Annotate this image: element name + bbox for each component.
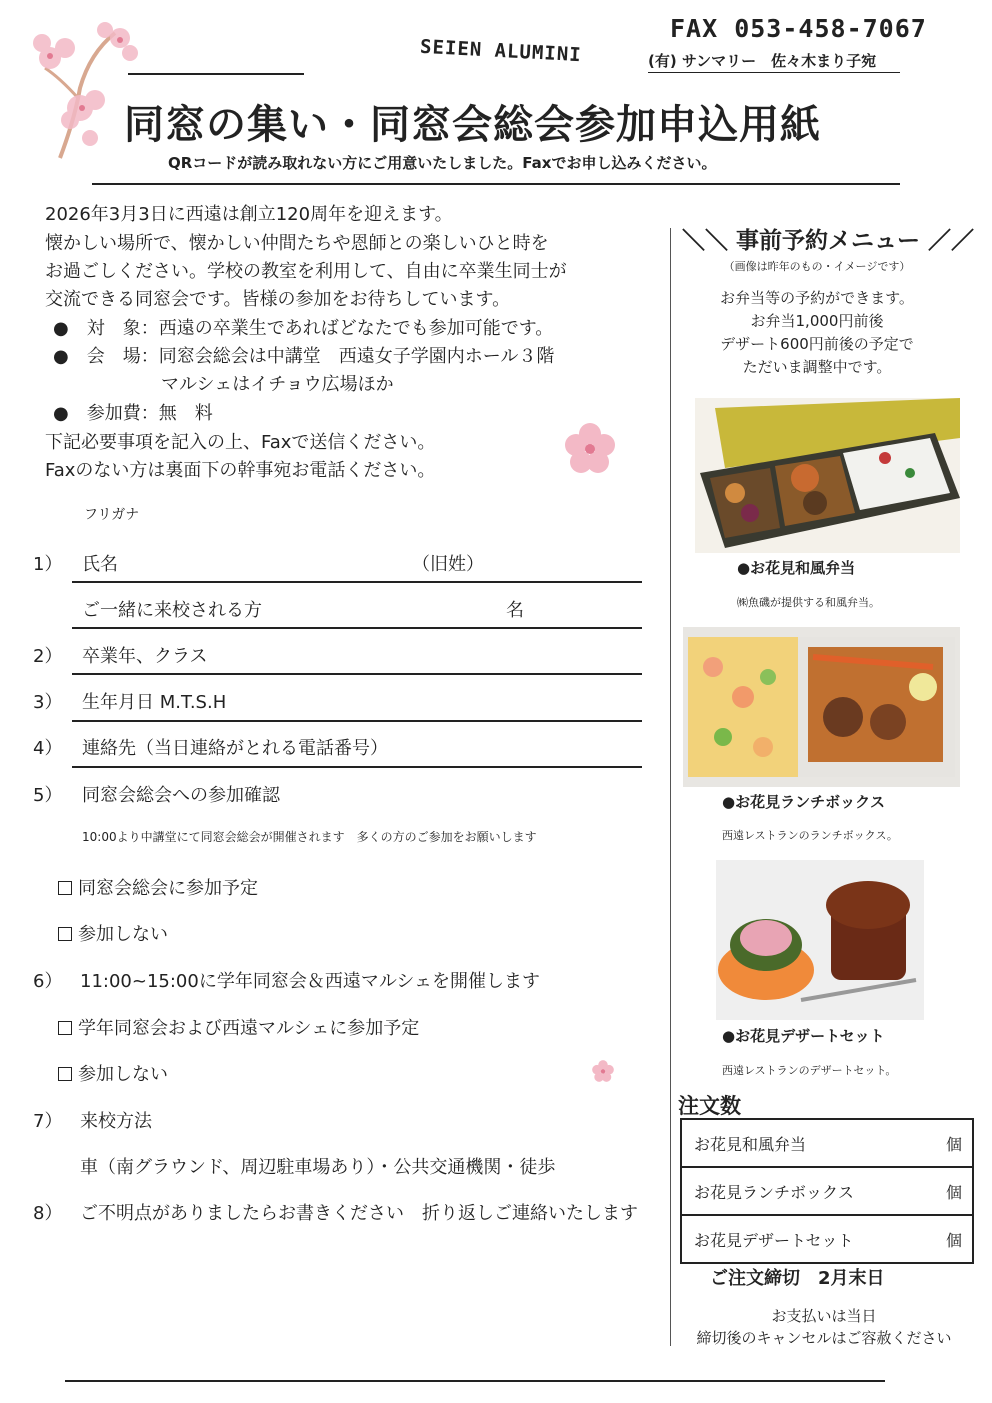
- q4-label: 連絡先（当日連絡がとれる電話番号）: [82, 738, 388, 759]
- q2-number: 2）: [33, 646, 63, 667]
- name-field[interactable]: [72, 581, 642, 583]
- order-deadline: ご注文締切 2月末日: [710, 1268, 885, 1289]
- bullet-target: ● 対 象：西遠の卒業生であればどなたでも参加可能です。: [53, 318, 554, 339]
- q8-label: ご不明点がありましたらお書きください 折り返しご連絡いたします: [80, 1203, 638, 1224]
- order-table: [680, 1118, 974, 1264]
- payment-line: 締切後のキャンセルはご容赦ください: [696, 1329, 952, 1347]
- companion-label: ご一緒に来校される方: [82, 600, 262, 621]
- q1-maiden-label: （旧姓）: [412, 554, 484, 575]
- instruction-line: Faxのない方は裏面下の幹事宛お電話ください。: [45, 460, 436, 481]
- menu-item-name: ●お花見デザートセット: [722, 1027, 885, 1045]
- menu-item-desc: 西遠レストランのランチボックス。: [722, 829, 898, 842]
- order-item-label: お花見ランチボックス: [694, 1182, 854, 1202]
- payment-note: [676, 1305, 972, 1349]
- intro-line: 2026年3月3日に西遠は創立120周年を迎えます。: [45, 204, 453, 225]
- menu-title: ＼＼ 事前予約メニュー ／／: [682, 228, 975, 254]
- q6-label: 11:00~15:00に学年同窓会＆西遠マルシェを開催します: [80, 971, 541, 992]
- order-title: 注文数: [678, 1094, 741, 1118]
- companion-field[interactable]: [72, 627, 642, 629]
- q5-label: 同窓会総会への参加確認: [82, 785, 280, 806]
- q5-option-decline[interactable]: [58, 920, 168, 946]
- order-unit: 個: [945, 1182, 962, 1202]
- q5-option-attend[interactable]: [58, 874, 258, 900]
- menu-item-desc: 西遠レストランのデザートセット。: [722, 1064, 897, 1077]
- intro-line: 懐かしい場所で、懐かしい仲間たちや恩師との楽しいひと時を: [45, 233, 549, 254]
- menu-description: [682, 287, 952, 379]
- q2-label: 卒業年、クラス: [82, 646, 208, 667]
- cherry-blossom-icon-small: [590, 1058, 616, 1084]
- menu-desc-line: お弁当1,000円前後: [750, 312, 884, 330]
- menu-desc-line: ただいま調整中です。: [742, 358, 892, 376]
- bento-photo: [695, 398, 960, 553]
- divider: [648, 72, 900, 73]
- checkbox[interactable]: [58, 927, 72, 941]
- checkbox[interactable]: [58, 1021, 72, 1035]
- cherry-blossom-icon: [560, 418, 620, 478]
- order-row[interactable]: [682, 1168, 972, 1216]
- q1-number: 1）: [33, 554, 63, 575]
- order-row[interactable]: [682, 1216, 972, 1262]
- option-label: 同窓会総会に参加予定: [78, 878, 258, 899]
- lunchbox-photo: [683, 627, 960, 787]
- order-item-label: お花見和風弁当: [694, 1134, 807, 1154]
- checkbox[interactable]: [58, 1067, 72, 1081]
- company-name: (有) サンマリー 佐々木まり子宛: [648, 52, 877, 70]
- menu-item-name: ●お花見ランチボックス: [722, 793, 885, 811]
- order-unit: 個: [945, 1230, 962, 1250]
- order-item-label: お花見デザートセット: [694, 1230, 854, 1250]
- bullet-venue: ● 会 場：同窓会総会は中講堂 西遠女子学園内ホール３階: [53, 346, 555, 367]
- payment-line: お支払いは当日: [771, 1307, 877, 1325]
- intro-line: お過ごしください。学校の教室を利用して、自由に卒業生同士が: [45, 261, 567, 282]
- companion-unit: 名: [506, 600, 524, 621]
- q7-number: 7）: [33, 1111, 63, 1132]
- order-row[interactable]: [682, 1120, 972, 1168]
- menu-note: （画像は昨年のもの・イメージです）: [723, 260, 911, 273]
- column-divider: [670, 228, 671, 1346]
- alumni-logo: SEIEN ALUMINI: [419, 35, 583, 67]
- divider: [92, 183, 900, 185]
- option-label: 参加しない: [78, 1064, 168, 1085]
- birthdate-field[interactable]: [72, 720, 642, 722]
- q7-label: 来校方法: [80, 1111, 152, 1132]
- bullet-venue-cont: マルシェはイチョウ広場ほか: [53, 374, 394, 395]
- menu-item-desc: ㈱魚磯が提供する和風弁当。: [737, 596, 880, 609]
- furigana-label: フリガナ: [84, 507, 140, 523]
- page-subtitle: QRコードが読み取れない方にご用意いたしました。Faxでお申し込みください。: [168, 154, 717, 172]
- divider: [65, 1380, 885, 1382]
- page-title: 同窓の集い・同窓会総会参加申込用紙: [124, 102, 821, 148]
- graduation-field[interactable]: [72, 673, 642, 675]
- divider: [128, 73, 304, 75]
- menu-desc-line: お弁当等の予約ができます。: [720, 289, 914, 307]
- fax-number: FAX 053-458-7067: [670, 14, 927, 43]
- bullet-fee: ● 参加費：無 料: [53, 403, 213, 424]
- q7-options[interactable]: 車（南グラウンド、周辺駐車場あり）・公共交通機関・徒歩: [80, 1157, 556, 1178]
- option-label: 参加しない: [78, 924, 168, 945]
- q1-name-label: 氏名: [82, 554, 118, 575]
- dessert-photo: [716, 860, 924, 1020]
- intro-line: 交流できる同窓会です。皆様の参加をお待ちしています。: [45, 289, 511, 310]
- q5-note: 10:00より中講堂にて同窓会総会が開催されます 多くの方のご参加をお願いします: [82, 830, 537, 844]
- order-unit: 個: [945, 1134, 962, 1154]
- menu-item-name: ●お花見和風弁当: [737, 559, 856, 577]
- q6-number: 6）: [33, 971, 63, 992]
- option-label: 学年同窓会および西遠マルシェに参加予定: [78, 1018, 420, 1039]
- q6-option-decline[interactable]: [58, 1060, 168, 1086]
- checkbox[interactable]: [58, 881, 72, 895]
- instruction-line: 下記必要事項を記入の上、Faxで送信ください。: [45, 432, 436, 453]
- menu-desc-line: デザート600円前後の予定で: [720, 335, 914, 353]
- q5-number: 5）: [33, 785, 63, 806]
- q8-number: 8）: [33, 1203, 63, 1224]
- q6-option-attend[interactable]: [58, 1014, 419, 1040]
- q4-number: 4）: [33, 738, 63, 759]
- q3-number: 3）: [33, 692, 63, 713]
- phone-field[interactable]: [72, 766, 642, 768]
- q3-label: 生年月日 M.T.S.H: [82, 692, 227, 713]
